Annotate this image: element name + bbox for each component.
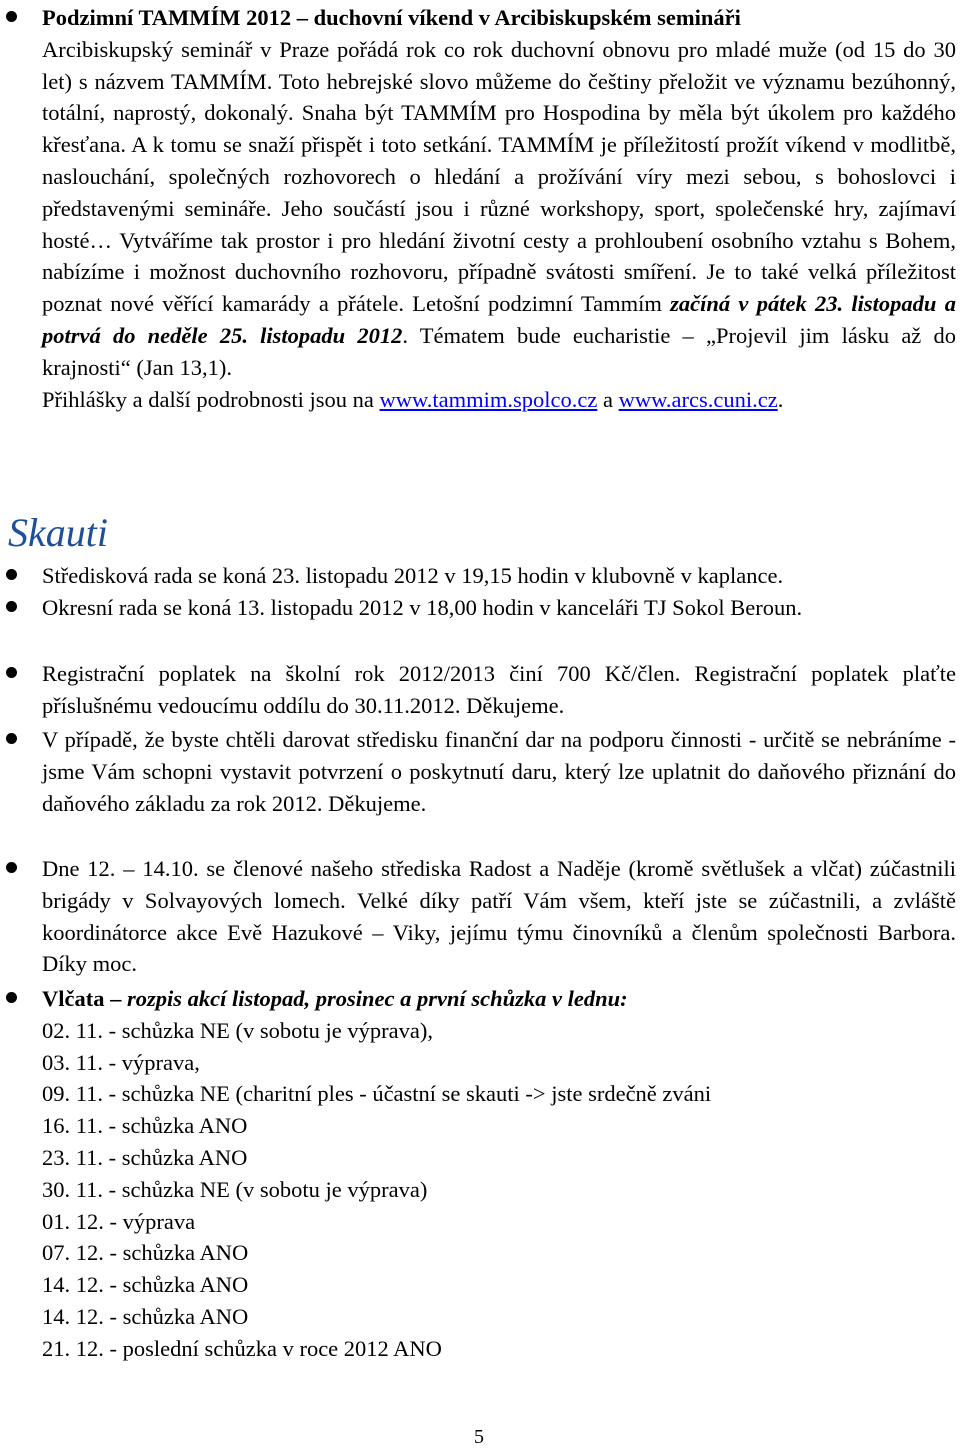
vlcata-subtitle: rozpis akcí listopad, prosinec a první schůzka v lednu: (126, 986, 628, 1011)
bullet-icon (6, 569, 17, 580)
schedule-item: 30. 11. - schůzka NE (v sobotu je výprava) (42, 1176, 428, 1202)
vlcata-item (0, 983, 960, 1365)
rada-text: Středisková rada se koná 23. listopadu 2012 v 19,15 hodin v klubovně v kaplance. (42, 563, 784, 588)
poplatek-text: Registrační poplatek na školní rok 2012/2013 činí 700 Kč/člen. Registrační poplatek plaťte příslušnému vedoucímu oddílu do 30.11.2012. Děkujeme. (42, 661, 956, 718)
schedule-item: 01. 12. - výprava (42, 1208, 196, 1234)
schedule-item: 21. 12. - poslední schůzka v roce 2012 ANO (42, 1335, 442, 1361)
schedule-item: 02. 11. - schůzka NE (v sobotu je výprava), (42, 1017, 433, 1043)
tammim-heading: Podzimní TAMMÍM 2012 – duchovní víkend v Arcibiskupském semináři (42, 5, 741, 30)
rada-item (0, 560, 960, 592)
schedule-item: 14. 12. - schůzka ANO (42, 1272, 249, 1298)
tammim-date-emphasis: začíná v pátek 23. listopadu a potrvá do neděle 25. listopadu 2012 (42, 291, 956, 348)
bullet-icon (6, 11, 17, 22)
okresni-text: Okresní rada se koná 13. listopadu 2012 v 18,00 hodin v kanceláři TJ Sokol Beroun. (42, 595, 803, 620)
tammim-link[interactable]: www.tammim.spolco.cz (379, 386, 598, 412)
tammim-text (42, 2, 956, 415)
schedule-item: 03. 11. - výprava, (42, 1049, 200, 1075)
bullet-icon (6, 601, 17, 612)
tammim-theme: . Tématem bude eucharistie – „Projevil jim lásku až do krajnosti“ (Jan 13,1). (42, 322, 956, 380)
dar-item (0, 724, 960, 819)
tammim-item (0, 2, 960, 415)
schedule-item: 16. 11. - schůzka ANO (42, 1113, 248, 1139)
bullet-icon (6, 667, 17, 678)
vlcata-label: Vlčata (42, 986, 105, 1011)
schedule-item: 07. 12. - schůzka ANO (42, 1240, 249, 1266)
signup-prefix: Přihlášky a další podrobnosti jsou na (42, 386, 380, 412)
schedule-item: 09. 11. - schůzka NE (charitní ples - účastní se skauti -> jste srdečně zváni (42, 1081, 712, 1107)
vlcata-dash: – (104, 986, 127, 1011)
schedule-item: 23. 11. - schůzka ANO (42, 1144, 248, 1170)
brigada-item (0, 853, 960, 980)
bullet-icon (6, 862, 17, 873)
signup-mid: a (597, 386, 619, 412)
vlcata-text (42, 983, 956, 1365)
bullet-icon (6, 992, 17, 1003)
signup-suffix: . (777, 386, 784, 412)
brigada-text: Dne 12. – 14.10. se členové našeho střediska Radost a Naděje (kromě světlušek a vlčat) zúčastnili brigády v Solvayových lomech. Velké díky patří Vám všem, kteří jste se zúčastnili, a zvláště koordinátorce akce Evě Hazukové – Viky, jejímu týmu činovníků a členům společnosti Barbora. Díky moc. (42, 856, 956, 977)
poplatek-item (0, 658, 960, 722)
dar-text: V případě, že byste chtěli darovat středisku finanční dar na podporu činnosti - určitě se nebráníme - jsme Vám schopni vystavit potvrzení o poskytnutí daru, který lze uplatnit do daňového přiznání do daňového základu za rok 2012. Děkujeme. (42, 727, 956, 816)
schedule-item: 14. 12. - schůzka ANO (42, 1303, 249, 1329)
bullet-icon (6, 733, 17, 744)
page-number: 5 (474, 1426, 484, 1448)
vlcata-schedule (42, 1015, 956, 1365)
okresni-item (0, 592, 960, 624)
tammim-body: Arcibiskupský seminář v Praze pořádá rok co rok duchovní obnovu pro mladé muže (od 15 do 30 let) s názvem TAMMÍM. Toto hebrejské slovo můžeme do češtiny přeložit ve významu bezúhonný, totální, naprostý, dokonalý. Snaha být TAMMÍM pro Hospodina by měla být úkolem pro každého křesťana. A k tomu se snaží přispět i toto setkání. TAMMÍM je příležitostí prožít víkend v modlitbě, naslouchání, společných rozhovorech o hledání a prožívání víry mezi sebou, s bohoslovci i představenými semináře. Jeho součástí jsou i různé workshopy, sport, společenské hry, zajímaví hosté… Vytváříme tak prostor i pro hledání životní cesty a prohloubení osobního vztahu s Bohem, nabízíme i možnost duchovního rozhovoru, případně svátosti smíření. Je to také velká příležitost poznat nové věřící kamarády a přátele. Letošní podzimní Tammím (42, 36, 956, 317)
section-title-skauti: Skauti (8, 510, 108, 555)
arcs-link[interactable]: www.arcs.cuni.cz (618, 386, 778, 412)
